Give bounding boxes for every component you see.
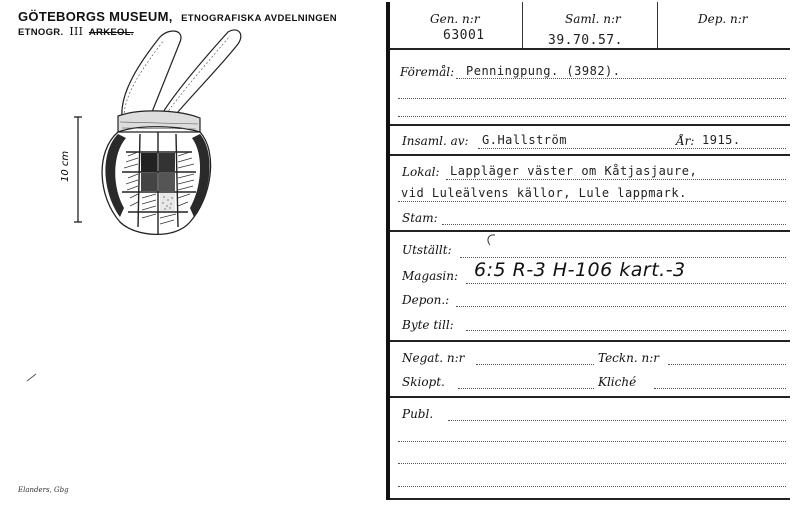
dotted-line: [448, 420, 786, 421]
pencil-mark: [26, 372, 38, 382]
gen-label: Gen. n:r: [430, 12, 480, 26]
magasin-label: Magasin:: [402, 269, 459, 283]
dotted-line: [654, 388, 786, 389]
dotted-line: [466, 330, 786, 331]
stam-label: Stam:: [402, 211, 438, 225]
skiopt-label: Skiopt.: [402, 375, 445, 389]
dotted-line: [456, 78, 786, 79]
dotted-line: [398, 486, 786, 487]
rule: [390, 154, 790, 156]
dotted-line: [398, 441, 786, 442]
lokal-value-line-1: Lappläger väster om Kåtjasjaure,: [450, 164, 698, 178]
rule: [390, 396, 790, 398]
cliche-label: Kliché: [598, 375, 637, 389]
printer-imprint: Elanders, Gbg: [18, 486, 69, 494]
utstallt-label: Utställt:: [402, 243, 452, 257]
dotted-line: [456, 306, 786, 307]
foremal-value: Penningpung. (3982).: [466, 64, 621, 78]
ar-value: 1915.: [702, 133, 741, 147]
publ-label: Publ.: [402, 407, 434, 421]
dotted-line: [446, 179, 786, 180]
rule: [390, 230, 790, 232]
teckn-label: Teckn. n:r: [598, 351, 660, 365]
dotted-line: [460, 257, 786, 258]
dotted-line: [398, 98, 786, 99]
dotted-line: [398, 463, 786, 464]
dotted-line: [466, 283, 786, 284]
scale-label: 10 cm: [60, 150, 71, 182]
dotted-line: [478, 148, 786, 149]
insaml-label: Insaml. av:: [402, 134, 469, 148]
insaml-value: G.Hallström: [482, 133, 567, 147]
rule: [390, 498, 790, 500]
gen-value: 63001: [443, 28, 485, 43]
rule: [390, 340, 790, 342]
sub-struck: ARKEOL.: [88, 27, 134, 38]
dotted-line: [668, 364, 786, 365]
card-divider: [386, 2, 390, 500]
lokal-value-line-2: vid Luleälvens källor, Lule lappmark.: [401, 186, 687, 200]
dotted-line: [476, 364, 594, 365]
purse-drawing: [60, 22, 260, 242]
saml-value: 39.70.57.: [548, 33, 623, 48]
cell-divider: [657, 2, 658, 48]
dotted-line: [398, 116, 786, 117]
cell-divider: [522, 2, 523, 48]
department-name: ETNOGRAFISKA AVDELNINGEN: [181, 13, 338, 24]
byte-label: Byte till:: [402, 318, 454, 332]
magasin-value: 6:5 R-3 H-106 kart.-3: [474, 259, 686, 281]
ar-label: År:: [676, 134, 695, 148]
saml-label: Saml. n:r: [565, 12, 621, 26]
dotted-line: [442, 224, 786, 225]
dep-label: Dep. n:r: [698, 12, 748, 26]
dotted-line: [398, 201, 786, 202]
sub-roman: III: [69, 25, 84, 38]
rule: [390, 124, 790, 126]
lokal-label: Lokal:: [402, 165, 440, 179]
depon-label: Depon.:: [402, 293, 450, 307]
foremal-label: Föremål:: [400, 65, 455, 79]
museum-name: GÖTEBORGS MUSEUM,: [18, 9, 173, 24]
negat-label: Negat. n:r: [402, 351, 465, 365]
dotted-line: [458, 388, 594, 389]
sub-prefix: ETNOGR.: [18, 27, 64, 38]
rule: [390, 48, 790, 50]
pencil-mark: [482, 232, 498, 248]
